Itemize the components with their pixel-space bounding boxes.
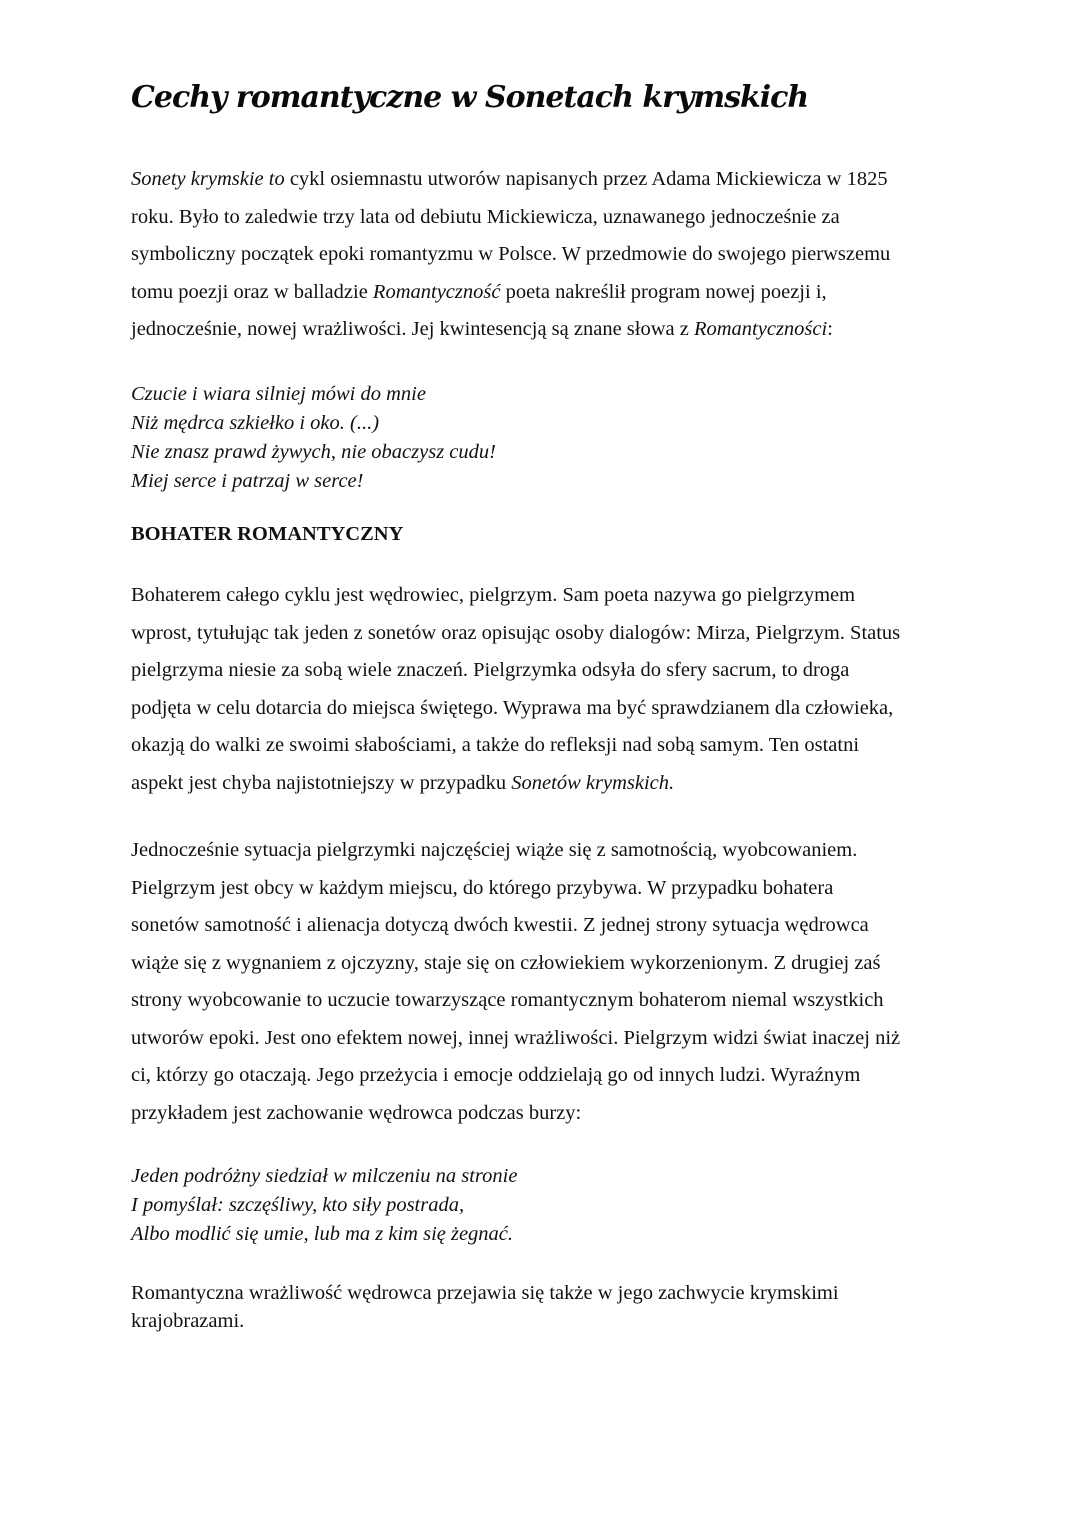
verse-line: Czucie i wiara silniej mówi do mnie bbox=[131, 383, 426, 405]
paragraph-line: Romantyczna wrażliwość wędrowca przejawia się także w jego zachwycie krymskimi bbox=[131, 1282, 839, 1304]
paragraph-line: wiąże się z wygnaniem z ojczyzny, staje się on człowiekiem wykorzenionym. Z drugiej zaś bbox=[131, 951, 881, 974]
verse-line: I pomyślał: szczęśliwy, kto siły postrada, bbox=[131, 1194, 465, 1216]
paragraph-alienation bbox=[131, 832, 961, 1132]
poem-quote-romantycznosc bbox=[131, 380, 496, 496]
intro-line: Sonety krymskie to cykl osiemnastu utworów napisanych przez Adama Mickiewicza w 1825 bbox=[131, 168, 888, 190]
verse-line: Jeden podróżny siedział w milczeniu na stronie bbox=[131, 1165, 518, 1187]
verse-line: Nie znasz prawd żywych, nie obaczysz cudu! bbox=[131, 441, 496, 463]
intro-line: symboliczny początek epoki romantyzmu w Polsce. W przedmowie do swojego pierwszemu bbox=[131, 243, 891, 265]
verse-line: Miej serce i patrzaj w serce! bbox=[131, 470, 364, 492]
paragraph-line: podjęta w celu dotarcia do miejsca świętego. Wyprawa ma być sprawdzianem dla człowieka, bbox=[131, 696, 894, 719]
paragraph-line: wprost, tytułując tak jeden z sonetów oraz opisując osoby dialogów: Mirza, Pielgrzym. Status bbox=[131, 621, 901, 644]
paragraph-line: Bohaterem całego cyklu jest wędrowiec, pielgrzym. Sam poeta nazywa go pielgrzymem bbox=[131, 584, 856, 606]
intro-line: roku. Było to zaledwie trzy lata od debiutu Mickiewicza, uznawanego jednocześnie za bbox=[131, 205, 840, 228]
paragraph-line: strony wyobcowanie to uczucie towarzyszące romantycznym bohaterom niemal wszystkich bbox=[131, 989, 884, 1011]
paragraph-line: ci, którzy go otaczają. Jego przeżycia i emocje oddzielają go od innych ludzi. Wyraźnym bbox=[131, 1064, 861, 1086]
italic-title-reference: Romantyczności bbox=[693, 318, 828, 340]
paragraph-line: przykładem jest zachowanie wędrowca podczas burzy: bbox=[131, 1101, 582, 1124]
paragraph-line: pielgrzyma niesie za sobą wiele znaczeń. Pielgrzymka odsyła do sfery sacrum, to droga bbox=[131, 659, 850, 681]
section-heading: BOHATER ROMANTYCZNY bbox=[131, 523, 404, 545]
intro-line: tomu poezji oraz w balladzie Romantyczność poeta nakreślił program nowej poezji i, bbox=[131, 280, 827, 303]
italic-title-reference: Sonety krymskie to bbox=[131, 168, 285, 190]
italic-title-reference: Sonetów krymskich. bbox=[511, 771, 675, 794]
paragraph-line: utworów epoki. Jest ono efektem nowej, innej wrażliwości. Pielgrzym widzi świat inaczej niż bbox=[131, 1026, 901, 1049]
document-title: Cechy romantyczne w Sonetach krymskich bbox=[131, 80, 809, 115]
paragraph-line: sonetów samotność i alienacja dotyczą dwóch kwestii. Z jednej strony sytuacja wędrowca bbox=[131, 914, 869, 936]
closing-paragraph bbox=[131, 1279, 839, 1335]
paragraph-line: okazją do walki ze swoimi słabościami, a także do refleksji nad sobą samym. Ten ostatni bbox=[131, 734, 860, 756]
italic-title-reference: Romantyczność bbox=[372, 280, 501, 303]
paragraph-line: krajobrazami. bbox=[131, 1310, 245, 1332]
intro-paragraph bbox=[131, 161, 961, 349]
paragraph-hero bbox=[131, 577, 961, 802]
verse-line: Albo modlić się umie, lub ma z kim się żegnać. bbox=[131, 1223, 514, 1245]
poem-quote-storm bbox=[131, 1162, 517, 1249]
paragraph-line: Pielgrzym jest obcy w każdym miejscu, do którego przybywa. W przypadku bohatera bbox=[131, 876, 834, 899]
paragraph-line: Jednocześnie sytuacja pielgrzymki najczęściej wiąże się z samotnością, wyobcowaniem. bbox=[131, 839, 858, 861]
verse-line: Niż mędrca szkiełko i oko. (...) bbox=[131, 412, 380, 434]
intro-line: jednocześnie, nowej wrażliwości. Jej kwintesencją są znane słowa z Romantyczności: bbox=[131, 318, 833, 340]
paragraph-line: aspekt jest chyba najistotniejszy w przypadku Sonetów krymskich. bbox=[131, 771, 675, 794]
